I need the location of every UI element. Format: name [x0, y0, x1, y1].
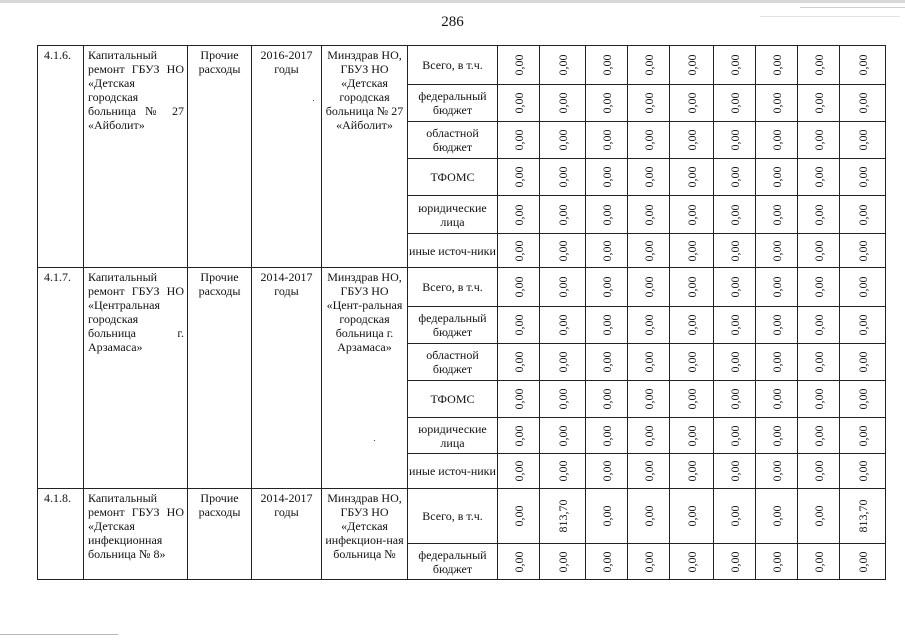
value-text: 0,00	[855, 92, 870, 114]
value-cell	[756, 268, 798, 307]
value-cell	[714, 268, 756, 307]
value-text: 0,00	[684, 388, 699, 410]
value-text: 0,00	[555, 92, 570, 114]
value-text: 0,00	[684, 92, 699, 114]
value-cell	[628, 454, 670, 489]
value-cell	[498, 454, 540, 489]
value-cell	[714, 489, 756, 544]
value-text: 0,00	[511, 240, 526, 261]
value-cell	[540, 85, 586, 122]
section-category: Прочие расходы	[188, 46, 252, 268]
funding-source: Всего, в т.ч.	[408, 46, 498, 85]
value-text: 0,00	[811, 314, 826, 336]
value-text: 0,00	[811, 166, 826, 188]
value-text: 0,00	[811, 276, 826, 298]
value-cell	[498, 268, 540, 307]
page-number: 286	[441, 14, 464, 30]
value-text: 0,00	[769, 505, 784, 527]
value-cell	[756, 122, 798, 159]
value-text: 0,00	[727, 551, 742, 572]
value-cell	[628, 159, 670, 196]
funding-source: иные источ-ники	[408, 454, 498, 489]
value-text: 0,00	[599, 551, 614, 572]
value-text: 0,00	[727, 314, 742, 336]
value-text: 0,00	[555, 460, 570, 482]
value-cell	[714, 544, 756, 580]
section-name: Капитальный ремонт ГБУЗ НО «Детская инфекционная больница № 8»	[84, 489, 188, 580]
value-text: 0,00	[511, 166, 526, 188]
value-cell	[756, 46, 798, 85]
value-cell	[586, 46, 628, 85]
value-cell	[670, 122, 714, 159]
scan-speck	[286, 488, 287, 489]
value-text: 0,00	[727, 276, 742, 298]
value-text: 0,00	[684, 54, 699, 76]
value-cell	[670, 344, 714, 381]
value-text: 0,00	[769, 54, 784, 76]
value-text: 0,00	[769, 388, 784, 410]
value-cell	[540, 418, 586, 454]
value-text: 0,00	[855, 129, 870, 151]
funding-source: юридические лица	[408, 196, 498, 234]
value-cell	[756, 418, 798, 454]
value-text: 0,00	[641, 240, 656, 261]
funding-source: Всего, в т.ч.	[408, 268, 498, 307]
value-text: 0,00	[769, 166, 784, 188]
value-text: 0,00	[727, 166, 742, 188]
value-cell	[540, 196, 586, 234]
value-cell	[586, 544, 628, 580]
value-cell	[498, 122, 540, 159]
value-cell	[798, 544, 840, 580]
value-cell	[670, 159, 714, 196]
value-text: 0,00	[855, 240, 870, 261]
value-cell	[840, 122, 886, 159]
section-code: 4.1.8.	[38, 489, 84, 580]
value-cell	[840, 489, 886, 544]
funding-source: Всего, в т.ч.	[408, 489, 498, 544]
value-text: 0,00	[555, 166, 570, 188]
value-text: 0,00	[555, 54, 570, 76]
value-cell	[670, 307, 714, 344]
value-text: 0,00	[811, 92, 826, 114]
value-text: 0,00	[599, 204, 614, 225]
value-text: 0,00	[511, 551, 526, 572]
value-text: 813,70	[555, 499, 570, 533]
value-cell	[498, 234, 540, 268]
value-cell	[756, 234, 798, 268]
funding-source: федеральный бюджет	[408, 307, 498, 344]
value-text: 0,00	[811, 460, 826, 482]
value-cell	[798, 234, 840, 268]
value-text: 0,00	[769, 425, 784, 446]
value-text: 0,00	[684, 551, 699, 572]
value-text: 0,00	[511, 276, 526, 298]
value-cell	[798, 159, 840, 196]
value-cell	[840, 381, 886, 418]
value-cell	[628, 46, 670, 85]
value-text: 0,00	[641, 276, 656, 298]
value-cell	[628, 344, 670, 381]
value-text: 0,00	[811, 240, 826, 261]
value-cell	[628, 122, 670, 159]
value-text: 0,00	[769, 314, 784, 336]
value-cell	[498, 307, 540, 344]
value-text: 0,00	[855, 551, 870, 572]
value-text: 0,00	[727, 204, 742, 225]
value-cell	[840, 196, 886, 234]
value-text: 0,00	[855, 314, 870, 336]
value-text: 0,00	[811, 351, 826, 373]
value-cell	[670, 268, 714, 307]
value-text: 0,00	[641, 505, 656, 527]
value-cell	[540, 454, 586, 489]
value-text: 0,00	[599, 240, 614, 261]
value-text: 0,00	[727, 505, 742, 527]
value-cell	[714, 418, 756, 454]
value-cell	[756, 381, 798, 418]
value-text: 0,00	[769, 92, 784, 114]
value-cell	[628, 196, 670, 234]
value-cell	[586, 307, 628, 344]
value-cell	[840, 268, 886, 307]
value-text: 0,00	[855, 276, 870, 298]
value-cell	[586, 268, 628, 307]
value-cell	[498, 418, 540, 454]
value-text: 0,00	[599, 505, 614, 527]
value-cell	[756, 344, 798, 381]
value-text: 0,00	[599, 425, 614, 446]
value-text: 0,00	[641, 425, 656, 446]
value-text: 0,00	[555, 425, 570, 446]
scan-speck	[313, 100, 314, 101]
value-text: 0,00	[769, 351, 784, 373]
value-text: 0,00	[641, 314, 656, 336]
value-cell	[540, 159, 586, 196]
value-text: 0,00	[769, 276, 784, 298]
value-cell	[670, 418, 714, 454]
value-cell	[756, 307, 798, 344]
value-text: 0,00	[641, 129, 656, 151]
value-text: 0,00	[727, 351, 742, 373]
value-cell	[840, 234, 886, 268]
value-cell	[586, 122, 628, 159]
value-cell	[586, 344, 628, 381]
value-text: 0,00	[511, 351, 526, 373]
value-cell	[628, 544, 670, 580]
value-text: 0,00	[511, 460, 526, 482]
section-name: Капитальный ремонт ГБУЗ НО «Центральная городская больница г. Арзамаса»	[84, 268, 188, 489]
value-text: 0,00	[599, 92, 614, 114]
value-text: 0,00	[641, 166, 656, 188]
value-text: 0,00	[769, 204, 784, 225]
section-org: Минздрав НО, ГБУЗ НО «Детская инфекцион-ная больница №	[322, 489, 408, 580]
value-text: 0,00	[684, 460, 699, 482]
value-text: 0,00	[555, 129, 570, 151]
value-cell	[628, 489, 670, 544]
funding-source: областной бюджет	[408, 344, 498, 381]
value-cell	[798, 85, 840, 122]
value-text: 0,00	[511, 54, 526, 76]
value-cell	[670, 46, 714, 85]
value-cell	[586, 381, 628, 418]
value-cell	[840, 544, 886, 580]
value-text: 0,00	[811, 129, 826, 151]
section-org: Минздрав НО, ГБУЗ НО «Детская городская больница № 27 «Айболит»	[322, 46, 408, 268]
table-row	[38, 268, 886, 307]
value-text: 0,00	[599, 460, 614, 482]
value-cell	[798, 307, 840, 344]
value-cell	[798, 344, 840, 381]
value-text: 0,00	[855, 54, 870, 76]
value-text: 0,00	[855, 425, 870, 446]
value-text: 0,00	[684, 314, 699, 336]
value-cell	[540, 268, 586, 307]
value-cell	[840, 307, 886, 344]
funding-source: юридические лица	[408, 418, 498, 454]
value-text: 0,00	[511, 314, 526, 336]
value-cell	[540, 307, 586, 344]
value-cell	[670, 489, 714, 544]
section-category: Прочие расходы	[188, 489, 252, 580]
value-text: 0,00	[555, 204, 570, 225]
section-period: 2014-2017 годы	[252, 268, 322, 489]
section-code: 4.1.7.	[38, 268, 84, 489]
scan-top-edge	[0, 0, 905, 3]
value-cell	[840, 344, 886, 381]
value-cell	[586, 418, 628, 454]
value-text: 0,00	[727, 460, 742, 482]
scan-speck	[374, 440, 375, 441]
value-cell	[798, 196, 840, 234]
section-period: 2014-2017 годы	[252, 489, 322, 580]
value-cell	[714, 344, 756, 381]
value-text: 0,00	[555, 276, 570, 298]
value-cell	[714, 85, 756, 122]
value-text: 0,00	[511, 92, 526, 114]
funding-source: областной бюджет	[408, 122, 498, 159]
value-text: 0,00	[684, 166, 699, 188]
value-text: 0,00	[684, 240, 699, 261]
value-cell	[670, 85, 714, 122]
value-cell	[628, 268, 670, 307]
value-text: 0,00	[769, 460, 784, 482]
value-cell	[714, 122, 756, 159]
value-text: 0,00	[641, 351, 656, 373]
value-cell	[628, 85, 670, 122]
value-text: 0,00	[769, 240, 784, 261]
value-cell	[840, 454, 886, 489]
section-category: Прочие расходы	[188, 268, 252, 489]
funding-source: федеральный бюджет	[408, 544, 498, 580]
table-row	[38, 489, 886, 544]
value-text: 0,00	[555, 314, 570, 336]
value-text: 0,00	[811, 505, 826, 527]
value-text: 0,00	[727, 129, 742, 151]
value-cell	[498, 381, 540, 418]
value-text: 0,00	[641, 204, 656, 225]
value-cell	[714, 234, 756, 268]
value-text: 0,00	[555, 551, 570, 572]
value-text: 0,00	[811, 54, 826, 76]
value-cell	[714, 307, 756, 344]
value-text: 0,00	[599, 166, 614, 188]
scan-line-bottom-left	[0, 634, 118, 635]
section-code: 4.1.6.	[38, 46, 84, 268]
value-text: 0,00	[511, 129, 526, 151]
value-text: 0,00	[599, 314, 614, 336]
value-cell	[670, 381, 714, 418]
value-cell	[586, 489, 628, 544]
value-text: 0,00	[599, 54, 614, 76]
value-cell	[498, 196, 540, 234]
value-cell	[714, 46, 756, 85]
value-cell	[540, 234, 586, 268]
value-cell	[670, 544, 714, 580]
value-text: 0,00	[684, 505, 699, 527]
value-cell	[586, 234, 628, 268]
section-org: Минздрав НО, ГБУЗ НО «Цент-ральная городская больница г. Арзамаса»	[322, 268, 408, 489]
value-cell	[840, 85, 886, 122]
value-cell	[628, 418, 670, 454]
value-cell	[628, 234, 670, 268]
value-cell	[670, 454, 714, 489]
value-cell	[670, 234, 714, 268]
value-text: 0,00	[511, 388, 526, 410]
value-cell	[714, 196, 756, 234]
value-text: 813,70	[855, 499, 870, 533]
value-cell	[714, 454, 756, 489]
value-text: 0,00	[769, 129, 784, 151]
value-text: 0,00	[511, 505, 526, 527]
value-text: 0,00	[855, 460, 870, 482]
value-text: 0,00	[727, 240, 742, 261]
value-text: 0,00	[599, 129, 614, 151]
value-text: 0,00	[641, 92, 656, 114]
value-cell	[540, 489, 586, 544]
value-cell	[540, 46, 586, 85]
value-text: 0,00	[855, 388, 870, 410]
value-cell	[756, 454, 798, 489]
value-cell	[756, 196, 798, 234]
value-text: 0,00	[727, 425, 742, 446]
value-cell	[714, 159, 756, 196]
value-cell	[756, 544, 798, 580]
value-cell	[540, 122, 586, 159]
value-text: 0,00	[684, 204, 699, 225]
value-cell	[540, 381, 586, 418]
value-text: 0,00	[599, 388, 614, 410]
value-text: 0,00	[641, 388, 656, 410]
value-cell	[798, 122, 840, 159]
value-cell	[586, 85, 628, 122]
value-cell	[586, 196, 628, 234]
value-cell	[798, 418, 840, 454]
value-cell	[756, 489, 798, 544]
value-text: 0,00	[769, 551, 784, 572]
value-cell	[628, 381, 670, 418]
value-text: 0,00	[555, 351, 570, 373]
value-text: 0,00	[727, 92, 742, 114]
value-text: 0,00	[684, 425, 699, 446]
value-cell	[498, 544, 540, 580]
table-row	[38, 46, 886, 85]
value-cell	[714, 381, 756, 418]
value-text: 0,00	[684, 276, 699, 298]
value-text: 0,00	[811, 425, 826, 446]
budget-table	[37, 45, 886, 580]
section-period: 2016-2017 годы	[252, 46, 322, 268]
value-text: 0,00	[641, 54, 656, 76]
value-text: 0,00	[727, 388, 742, 410]
value-text: 0,00	[855, 166, 870, 188]
value-cell	[798, 454, 840, 489]
value-cell	[756, 159, 798, 196]
value-text: 0,00	[727, 54, 742, 76]
value-cell	[798, 489, 840, 544]
value-text: 0,00	[641, 551, 656, 572]
value-text: 0,00	[641, 460, 656, 482]
value-cell	[798, 381, 840, 418]
value-text: 0,00	[555, 388, 570, 410]
value-cell	[498, 159, 540, 196]
funding-source: ТФОМС	[408, 159, 498, 196]
value-cell	[840, 159, 886, 196]
value-cell	[586, 454, 628, 489]
value-text: 0,00	[511, 204, 526, 225]
value-cell	[498, 489, 540, 544]
value-cell	[840, 418, 886, 454]
section-name: Капитальный ремонт ГБУЗ НО «Детская городская больница № 27 «Айболит»	[84, 46, 188, 268]
value-text: 0,00	[811, 204, 826, 225]
value-cell	[498, 85, 540, 122]
value-text: 0,00	[555, 240, 570, 261]
funding-source: ТФОМС	[408, 381, 498, 418]
value-text: 0,00	[511, 425, 526, 446]
value-text: 0,00	[684, 351, 699, 373]
value-text: 0,00	[684, 129, 699, 151]
value-text: 0,00	[599, 351, 614, 373]
value-cell	[670, 196, 714, 234]
value-cell	[540, 544, 586, 580]
value-cell	[586, 159, 628, 196]
value-cell	[798, 268, 840, 307]
value-text: 0,00	[855, 204, 870, 225]
value-cell	[498, 344, 540, 381]
value-text: 0,00	[811, 551, 826, 572]
funding-source: федеральный бюджет	[408, 85, 498, 122]
funding-source: иные источ-ники	[408, 234, 498, 268]
value-text: 0,00	[855, 351, 870, 373]
value-cell	[498, 46, 540, 85]
value-cell	[628, 307, 670, 344]
value-cell	[756, 85, 798, 122]
value-cell	[840, 46, 886, 85]
value-cell	[798, 46, 840, 85]
value-cell	[540, 344, 586, 381]
value-text: 0,00	[811, 388, 826, 410]
value-text: 0,00	[599, 276, 614, 298]
scan-line-top-right	[800, 7, 905, 8]
